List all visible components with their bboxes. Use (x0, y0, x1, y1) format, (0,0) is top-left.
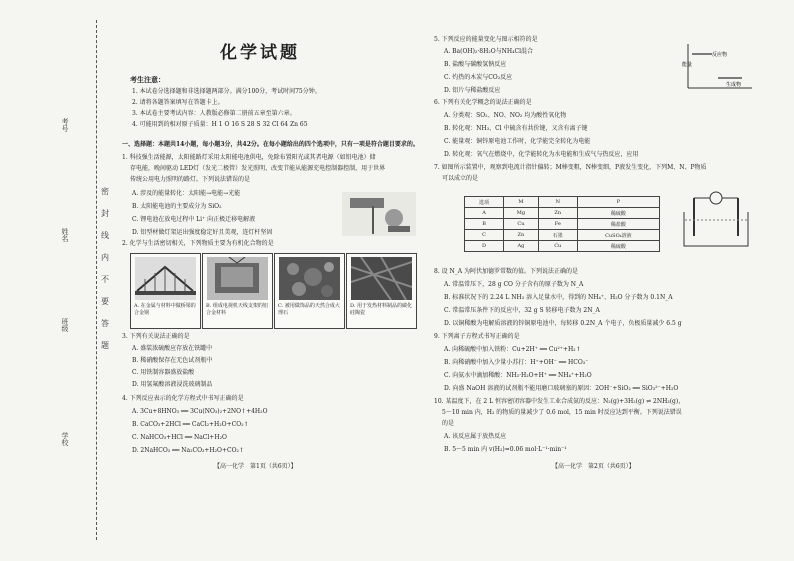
ceramic-picture (351, 257, 412, 300)
q2-caption-b: B. 组成电视机天线支架的铝合金材料 (206, 303, 268, 316)
q9-option-a: A. 向稀硫酸中加入铁粉：Cu+2H⁺ ══ Cu²⁺+H₂↑ (444, 346, 581, 353)
notice-item: 4. 可能用到的相对原子质量：H 1 O 16 S 28 S 32 Cl 64 Zn 65 (132, 121, 308, 128)
seal-word: 线 (101, 231, 109, 240)
table-cell: Cu (538, 241, 577, 252)
q7-options-table (464, 196, 660, 252)
q10-option-b: B. 5～5 min 内 v(H₂)=0.06 mol·L⁻¹·min⁻¹ (444, 446, 567, 453)
diagram-label-bottom: 生成物 (726, 82, 742, 88)
seal-word: 题 (101, 341, 109, 350)
seal-dashed-line (96, 20, 97, 540)
street-lamp-figure (342, 192, 416, 236)
table-header-cell: P (577, 197, 659, 208)
table-row (465, 208, 660, 219)
q1-option-b: B. 太阳能电池的主要成分为 SiO₂ (132, 203, 222, 210)
table-header-cell: M (504, 197, 539, 208)
energy-diagram (682, 40, 754, 92)
q4-option-a: A. 3Cu+8HNO₃ ══ 3Cu(NO₃)₂+2NO↑+4H₂O (132, 408, 268, 415)
table-cell: 石墨 (538, 230, 577, 241)
table-cell: Zn (538, 208, 577, 219)
q3-option-c: C. 用铁制容器盛放盐酸 (132, 369, 195, 376)
seal-word: 封 (101, 209, 109, 218)
table-cell: 稀硫酸 (577, 208, 659, 219)
q5-option-a: A. Ba(OH)₂·8H₂O与NH₄Cl混合 (444, 48, 534, 55)
q9-stem: 9. 下列离子方程式书写正确的是 (434, 333, 520, 340)
table-header-row (465, 197, 660, 208)
section-heading: 一、选择题：本题共14小题，每小题3分，共42分。在每小题给出的四个选项中，只有一项是符合题目要求的。 (122, 141, 419, 148)
notice-item: 3. 本试卷主要考试内容：人教版必修第二册前五章至第六章。 (132, 110, 296, 117)
q2-option-b-box (202, 253, 273, 329)
q6-stem: 6. 下列有关化学概念的说法正确的是 (434, 99, 532, 106)
table-header-cell: 选项 (465, 197, 504, 208)
seal-word: 要 (101, 297, 109, 306)
notice-heading: 考生注意： (130, 75, 165, 84)
table-cell: C (465, 230, 504, 241)
q10-stem: 10. 某温度下，在 2 L 恒容密闭容器中发生工业合成氨的反应：N₂(g)+3H₂(g) ⇌ 2NH₃(g)， (434, 398, 685, 405)
table-cell: 稀硫酸 (577, 241, 659, 252)
q9-option-c: C. 向氨水中滴加稀酸：NH₃·H₂O+H⁺ ══ NH₄⁺+H₂O (444, 372, 592, 379)
q3-option-b: B. 稀硝酸保存在无色试剂瓶中 (132, 357, 213, 364)
exam-number-label: 考号 (61, 118, 69, 132)
q4-option-c: C. NaHCO₃+HCl ══ NaCl+H₂O (132, 434, 227, 441)
q4-option-b: B. CaCO₃+2HCl ══ CaCl₂+H₂O+CO₂↑ (132, 421, 249, 428)
q8-option-a: A. 常温常压下，28 g CO 分子含有的原子数为 N_A (444, 281, 584, 288)
q6-option-b: B. 转化观：NH₃、Cl 中硫含有共价键，又含有离子键 (444, 125, 588, 132)
q1-stem: 传统公用电力照明的路灯。下列说法错误的是 (130, 176, 251, 183)
table-cell: Zn (504, 230, 539, 241)
q3-stem: 3. 下列有关说法正确的是 (122, 333, 190, 340)
seal-word: 密 (101, 187, 109, 196)
galvanic-cell-diagram (680, 190, 752, 252)
q6-option-a: A. 分类观：SO₂、NO、NO₂ 均为酸性氧化物 (444, 112, 567, 119)
q1-stem: 存电能，晚间驱动 LED灯（发光二极管）发光照明，改变节能从能源充电控制器控制，用于世界 (130, 165, 386, 172)
tv-antenna-picture (207, 257, 268, 300)
class-label: 班级 (61, 318, 69, 332)
q7-stem: 7. 如图所示装置中，观察到电流计指针偏转；M棒变粗，N棒变细，P液发生变化，下列M、N、P物质 (434, 164, 707, 171)
table-row (465, 219, 660, 230)
marble-picture (279, 257, 340, 300)
q3-option-a: A. 盛装浓硫酸应存放在铁罐中 (132, 345, 213, 352)
q5-option-d: D. 铝片与稀盐酸反应 (444, 87, 501, 94)
q10-stem: 的是 (442, 420, 455, 427)
q2-caption-d: D. 用于发热材料制品的碳化硅陶瓷 (350, 303, 413, 316)
q10-option-a: A. 该反应属于放热反应 (444, 433, 507, 440)
page-footer-right: 【高一化学 第2页（共6页）】 (552, 463, 635, 470)
table-cell: Ag (504, 241, 539, 252)
q3-option-d: D. 用氢氟酸溶液浸洗玻璃制品 (132, 381, 213, 388)
notice-item: 2. 请将各题答案填写在答题卡上。 (132, 99, 224, 106)
diagram-label-top: 反应物 (712, 52, 728, 58)
q8-stem: 8. 设 N_A 为阿伏加德罗常数的值。下列说法正确的是 (434, 268, 579, 275)
q8-option-d: D. 以铜稀酸为电解质溶液的锌铜原电池中，每转移 0.2N_A 个电子，负极质量减少 6.5 g (444, 320, 682, 327)
table-row (465, 241, 660, 252)
q8-option-b: B. 标准状况下的 2.24 L NH₃ 溶入足量水中，得到的 NH₄⁺、H₂O 分子数为 0.1N_A (444, 294, 673, 301)
seal-word: 不 (101, 275, 109, 284)
diagram-axis-label: 能量 (682, 62, 693, 68)
school-label: 学校 (61, 432, 69, 446)
q7-stem: 可以成立的是 (442, 175, 479, 182)
table-cell: 稀盐酸 (577, 219, 659, 230)
q1-option-d: D. 铝型材做灯架运出强度稳定好且美观，连灯杆坚固 (132, 229, 273, 236)
q4-option-d: D. 2NaHCO₃ ══ Na₂CO₃+H₂O+CO₂↑ (132, 447, 244, 454)
q5-option-b: B. 盐酸与碳酸氢钠反应 (444, 61, 507, 68)
table-cell: Mg (504, 208, 539, 219)
q2-caption-c: C. 被用做饰品的天然合成大理石 (278, 303, 340, 316)
table-cell: B (465, 219, 504, 230)
table-row (465, 230, 660, 241)
q5-option-c: C. 灼热的木炭与CO₂反应 (444, 74, 513, 81)
q2-option-a-box (130, 253, 201, 329)
name-label: 姓名 (61, 228, 69, 242)
binding-margin (0, 0, 118, 561)
q6-option-d: D. 转化观：氧气在燃烧中，化学能转化为水电能和生成气与热反应，应用 (444, 151, 639, 158)
q1-option-a: A. 涉及的能量转化：太阳能→电能→光能 (132, 190, 241, 197)
table-cell: D (465, 241, 504, 252)
q9-option-d: D. 向盛 NaOH 溶液的试剂瓶不能用磨口玻璃塞的原因：2OH⁻+SiO₂ ══ SiO₃²⁻+H₂O (444, 385, 679, 392)
q5-stem: 5. 下列反应的能量变化与图示相符的是 (434, 36, 538, 43)
table-header-cell: N (538, 197, 577, 208)
q2-image-row (130, 253, 416, 327)
table-cell: Cu (504, 219, 539, 230)
q2-option-d-box (346, 253, 417, 329)
page-footer-left: 【高一化学 第1页（共6页）】 (214, 463, 297, 470)
q1-stem: 1. 科技强生活能源，太阳能路灯采用太阳能电池供电，免除布置阳光或其者电源（如铅电池）储 (122, 154, 376, 161)
table-cell: A (465, 208, 504, 219)
q10-stem: 5～10 min 内，H₂ 的物质的量减少了 0.6 mol，15 min 时反应达到平衡。下列说法错误 (442, 409, 682, 416)
seal-word: 内 (101, 253, 109, 262)
notice-item: 1. 本试卷分选择题和非选择题两部分。满分100分，考试时间75分钟。 (132, 88, 321, 95)
steel-bridge-picture (135, 257, 196, 300)
page-title: 化学试题 (220, 43, 300, 63)
seal-word: 答 (101, 319, 109, 328)
q2-stem: 2. 化学与生活密切相关，下列物质主要为有机化合物的是 (122, 240, 274, 247)
table-cell: CuSO₄溶液 (577, 230, 659, 241)
q4-stem: 4. 下列反应表示的化学方程式中书写正确的是 (122, 395, 244, 402)
q6-option-c: C. 能量观：铜锌原电池工作时，化学能完全转化为电能 (444, 138, 591, 145)
q2-option-c-box (274, 253, 345, 329)
q8-option-c: C. 常温常压条件下的反应中，32 g S 转移电子数为 2N_A (444, 307, 600, 314)
q2-caption-a: A. 在金属与材料中做桥梁的合金钢 (134, 303, 196, 316)
q1-option-c: C. 锂电池在放电过程中 Li⁺ 向正极迁移电解液 (132, 216, 256, 223)
table-cell: Fe (538, 219, 577, 230)
q9-option-b: B. 向稀硝酸中加入少量小苏打：H⁺+OH⁻ ══ HCO₃⁻ (444, 359, 589, 366)
